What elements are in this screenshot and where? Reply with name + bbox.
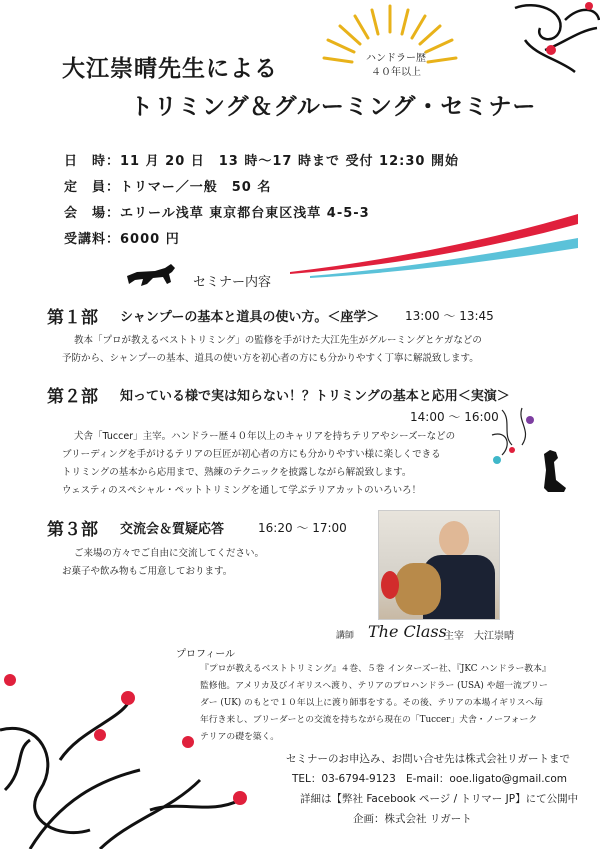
profile-line: 『プロが教えるベストトリミング』４巻、５巻 インターズー社、『JKC ハンドラー教本』: [200, 664, 551, 674]
profile-line: ダー (UK) のもとで１０年以上に渡り師事をする。その後、テリアの本場イギリスへ毎: [200, 698, 543, 708]
part-2-body-line: ブリーディングを手がけるテリアの巨匠が初心者の方にも分かりやすい様に楽しくできる: [62, 449, 441, 460]
profile-line: 監修他。アメリカ及びイギリスへ渡り、テリアのプロハンドラー (USA) や超一流ブリー: [200, 681, 548, 691]
part-1-body: [62, 332, 482, 368]
info-date: 日 時：11 月 20 日 13 時～17 時まで 受付 12:30 開始: [64, 154, 459, 169]
contact-tel: TEL：03-6794-9123: [292, 773, 396, 785]
lecturer-face: [439, 521, 469, 557]
lecturer-name: 主宰 大江崇晴: [444, 631, 514, 642]
info-venue: 会 場：エリール浅草 東京都台東区浅草 4-5-3: [64, 206, 370, 221]
profile-line: 年行き来し、ブリーダーとの交流を持ちながら現在の「Tuccer」犬舎・ノーフォーク: [200, 715, 538, 725]
part-3-time: 16:20 ～ 17:00: [258, 521, 347, 535]
profile-heading: プロフィール: [176, 649, 235, 660]
flower-dog-decoration: [482, 400, 582, 495]
title-line-2: トリミング＆グルーミング・セミナー: [130, 93, 537, 120]
contact-intro: セミナーのお申込み、お問い合せ先は株式会社リガートまで: [286, 753, 571, 765]
floral-swirl-icon: [505, 0, 600, 80]
part-1-label: 第１部: [47, 308, 98, 328]
experience-badge: [336, 52, 456, 80]
section-header: セミナー内容: [193, 275, 272, 290]
info-fee: 受講料：6000 円: [64, 232, 180, 247]
part-2-body-line: ウェスティのスペシャル・ペットトリミングを通して学ぶテリアカットのいろいろ！: [62, 485, 422, 496]
part-3-title: 交流会＆質疑応答: [120, 522, 225, 537]
contact-organizer: 企画：株式会社 リガート: [353, 813, 472, 825]
part-2-title: 知っている様で実は知らない！？トリミングの基本と応用＜実演＞: [120, 389, 510, 404]
contact-email[interactable]: E-mail：ooe.ligato@gmail.com: [406, 773, 567, 785]
part-1-body-line: 予防から、シャンプーの基本、道具の使い方を初心者の方にも分かりやすく丁寧に解説致します。: [62, 353, 479, 364]
title-line-1: 大江崇晴先生による: [62, 55, 278, 82]
part-2-time: 14:00 ～ 16:00: [410, 410, 499, 424]
red-flower: [381, 571, 399, 599]
part-1-body-line: 教本「プロが教えるベストトリミング」の監修を手がけた大江先生がグルーミングとケガなどの: [74, 335, 482, 346]
badge-line-1: ハンドラー歴: [366, 53, 426, 64]
info-capacity: 定 員：トリマー／一般 50 名: [64, 180, 272, 195]
part-2-body-line: トリミングの基本から応用まで、熟練のテクニックを披露しながら解説致します。: [62, 467, 412, 478]
part-1-title: シャンプーの基本と道具の使い方。＜座学＞: [120, 310, 380, 325]
part-3-body-line: お菓子や飲み物もご用意しております。: [62, 566, 233, 577]
badge-line-2: ４０年以上: [371, 67, 421, 78]
contact-details: 詳細は【弊社 Facebook ページ / トリマー JP】にて公開中: [300, 793, 579, 805]
part-3-body: [62, 545, 264, 581]
part-3-label: 第３部: [47, 520, 98, 540]
part-1-time: 13:00 ～ 13:45: [405, 309, 494, 323]
floral-vine-icon: [0, 650, 270, 849]
part-3-body-line: ご来場の方々でご自由に交流してください。: [74, 548, 265, 559]
lecturer-photo: [378, 510, 500, 620]
part-2-body-line: 犬舎「Tuccer」主宰。ハンドラー歴４０年以上のキャリアを持ちテリアやシーズーなどの: [74, 431, 456, 442]
swoosh-decoration: [290, 210, 580, 280]
running-dog-icon: [125, 262, 180, 288]
profile-line: テリアの礎を築く。: [200, 732, 279, 742]
dog-figure: [395, 563, 441, 615]
kennel-logo: The Class: [368, 622, 447, 641]
part-2-body: [62, 428, 455, 500]
lecturer-role: 講師: [336, 631, 355, 641]
part-2-label: 第２部: [47, 387, 98, 407]
